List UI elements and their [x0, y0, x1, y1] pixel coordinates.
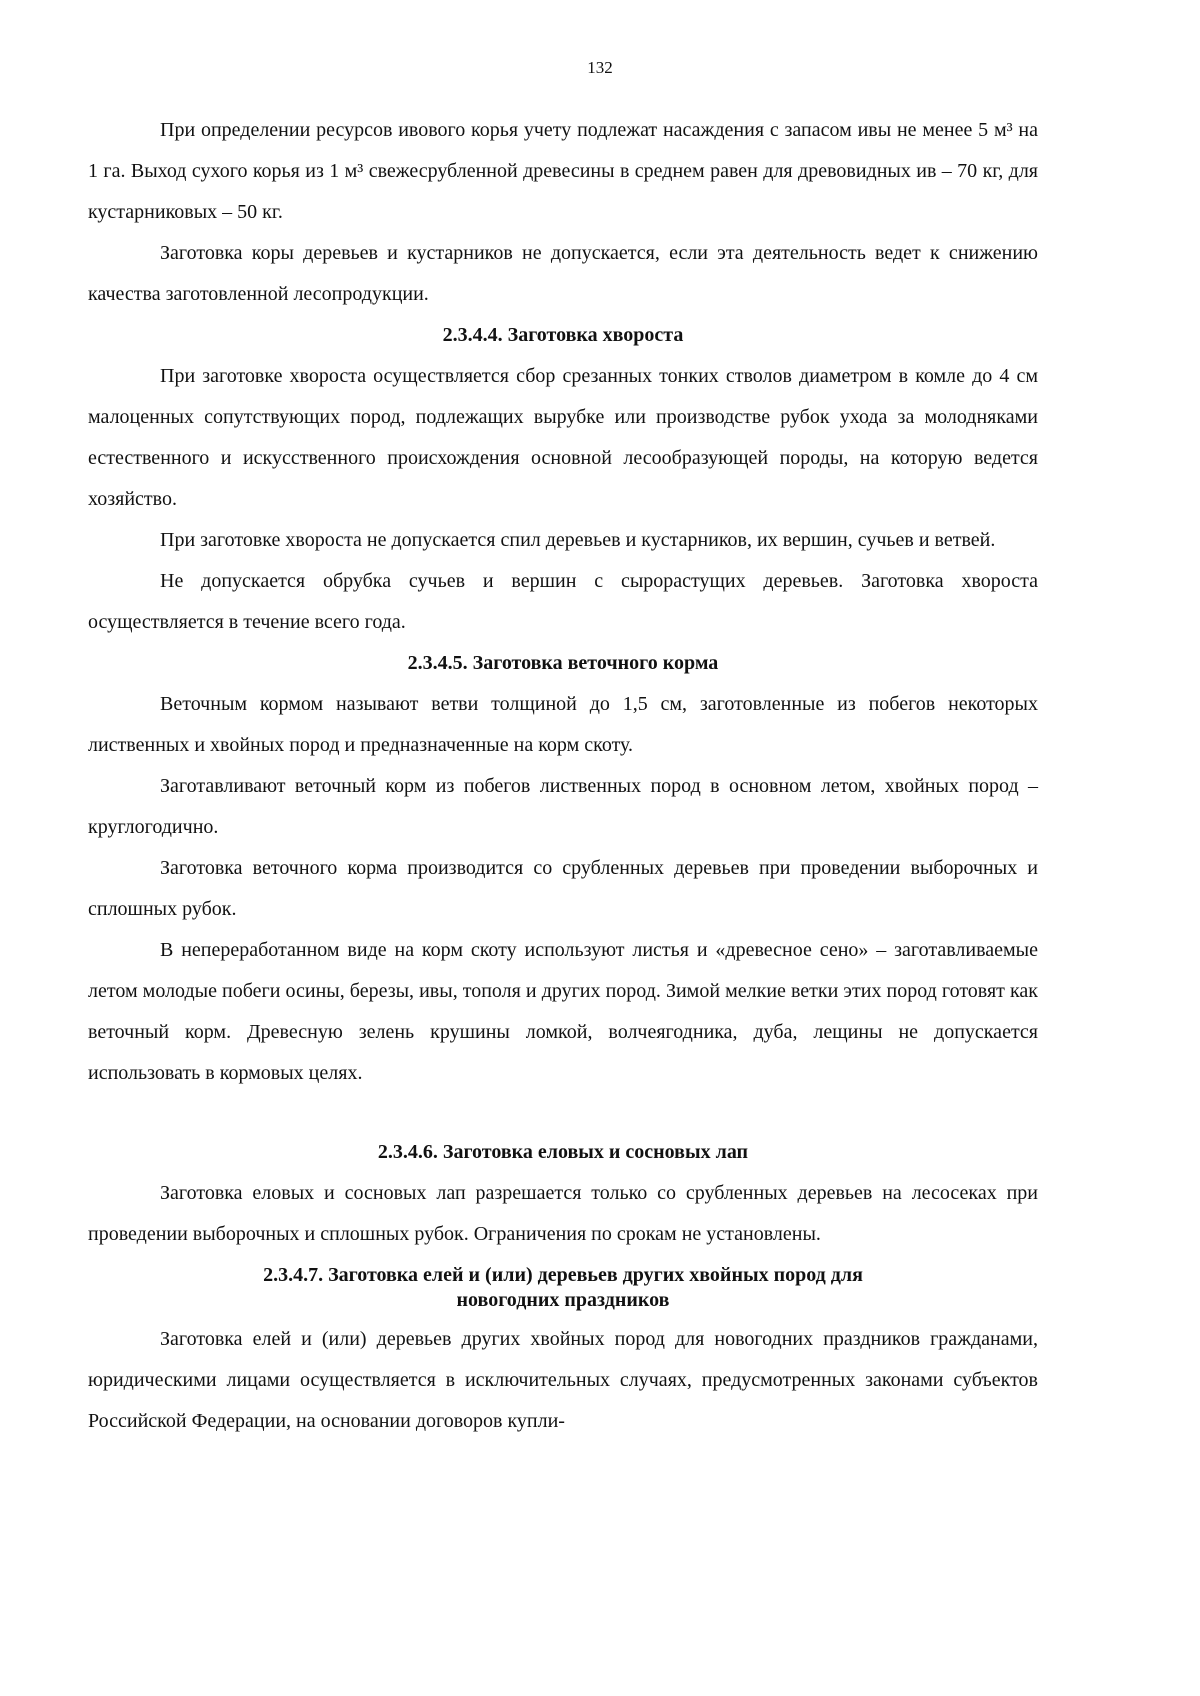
section-heading-branch-fodder: 2.3.4.5. Заготовка веточного корма — [407, 652, 719, 674]
section-heading-line-2: новогодних праздников — [456, 1289, 670, 1311]
paragraph-tree-hay: В непереработанном виде на корм скоту используют листья и «древесное сено» – заготавливаемые летом молодые побеги осины, березы, ивы, тополя и других пород. Зимой мелкие ветки этих пород готовят как веточный корм. Древесную зелень крушины ломкой, волчеягодника, дуба, лещины не допускается использовать в кормовых целях. — [88, 939, 1038, 1084]
document-body — [88, 110, 1038, 1442]
paragraph-brushwood-season: Не допускается обрубка сучьев и вершин с сырорастущих деревьев. Заготовка хвороста осуществляется в течение всего года. — [88, 570, 1038, 633]
paragraph-brushwood-prohibition: При заготовке хвороста не допускается спил деревьев и кустарников, их вершин, сучьев и ветвей. — [160, 529, 996, 551]
paragraph-new-year-trees: Заготовка елей и (или) деревьев других хвойных пород для новогодних праздников гражданами, юридическими лицами осуществляется в исключительных случаях, предусмотренных законами субъектов Российской Федерации, на основании договоров купли- — [88, 1328, 1038, 1432]
section-heading-line-1: 2.3.4.7. Заготовка елей и (или) деревьев других хвойных пород для — [263, 1264, 863, 1286]
paragraph-spruce-pine-branches: Заготовка еловых и сосновых лап разрешается только со срубленных деревьев на лесосеках при проведении выборочных и сплошных рубок. Ограничения по срокам не установлены. — [88, 1182, 1038, 1245]
section-heading-new-year-trees — [88, 1255, 1038, 1319]
page-number: 132 — [587, 58, 613, 77]
paragraph-branch-fodder-timing: Заготавливают веточный корм из побегов лиственных пород в основном летом, хвойных пород – круглогодично. — [88, 775, 1038, 838]
paragraph-bark-restriction: Заготовка коры деревьев и кустарников не допускается, если эта деятельность ведет к снижению качества заготовленной лесопродукции. — [88, 242, 1038, 305]
paragraph-branch-fodder-definition: Веточным кормом называют ветви толщиной до 1,5 см, заготовленные из побегов некоторых лиственных и хвойных пород и предназначенные на корм скоту. — [88, 693, 1038, 756]
section-heading-spruce-pine-branches: 2.3.4.6. Заготовка еловых и сосновых лап — [377, 1141, 749, 1163]
paragraph-willow-bark-resources: При определении ресурсов ивового корья учету подлежат насаждения с запасом ивы не менее 5 м³ на 1 га. Выход сухого корья из 1 м³ свежесрубленной древесины в среднем равен для древовидных ив – 70 кг, для кустарниковых – 50 кг. — [88, 119, 1038, 223]
section-heading-brushwood: 2.3.4.4. Заготовка хвороста — [442, 324, 684, 346]
paragraph-branch-fodder-source: Заготовка веточного корма производится со срубленных деревьев при проведении выборочных и сплошных рубок. — [88, 857, 1038, 920]
paragraph-brushwood-collection: При заготовке хвороста осуществляется сбор срезанных тонких стволов диаметром в комле до 4 см малоценных сопутствующих пород, подлежащих вырубке или производстве рубок ухода за молодняками естественного и искусственного происхождения основной лесообразующей породы, на которую ведется хозяйство. — [88, 365, 1038, 510]
